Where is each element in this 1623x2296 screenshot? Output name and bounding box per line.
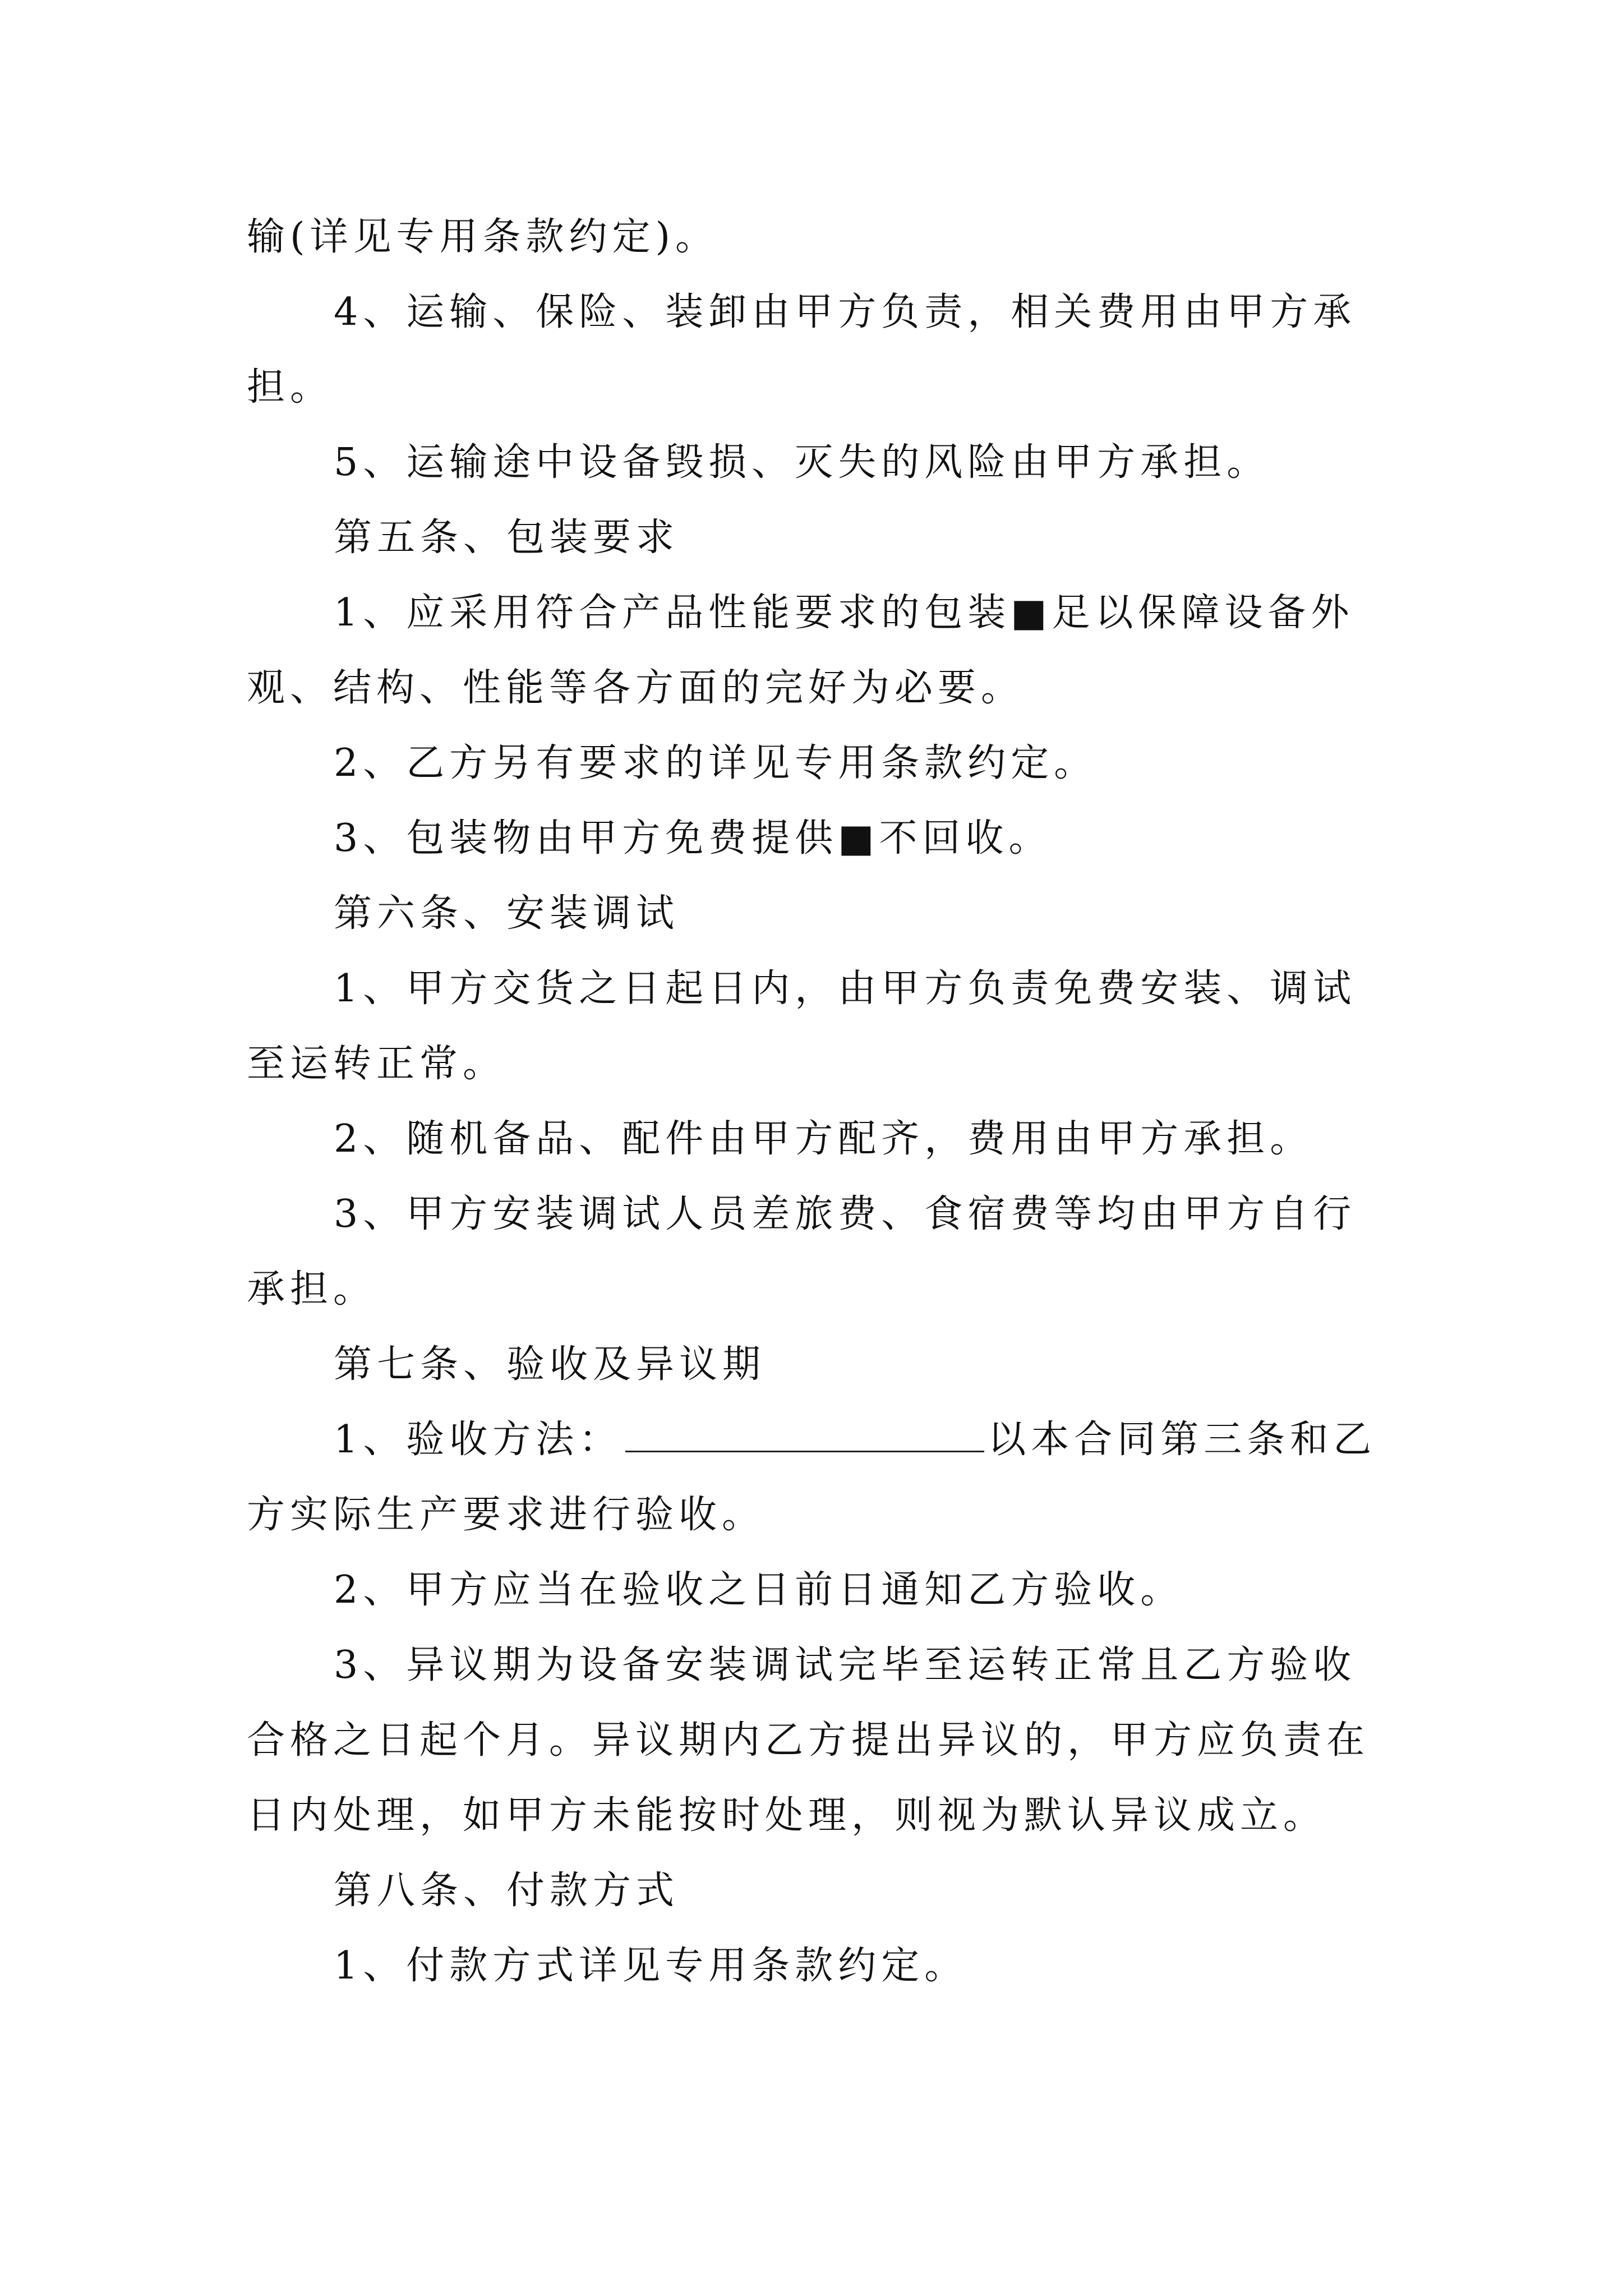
paragraph-installation-timeline: 1、甲方交货之日起日内，由甲方负责免费安装、调试至运转正常。: [247, 967, 1357, 1086]
section-heading-payment: 第八条、付款方式: [334, 1869, 680, 1913]
paragraph-packaging-material: 3、包装物由甲方免费提供■不回收。: [334, 816, 1052, 861]
paragraph-transport-insurance: 4、运输、保险、装卸由甲方负责，相关费用由甲方承担。: [247, 290, 1357, 409]
acceptance-method-basis: 以本合同第三条和乙方实际生产要求进行验收。: [247, 1418, 1377, 1537]
paragraph-acceptance-method: [247, 1402, 1391, 1553]
paragraph-installation-expenses: 3、甲方安装调试人员差旅费、食宿费等均由甲方自行承担。: [247, 1192, 1357, 1312]
acceptance-method-blank-field: [625, 1417, 984, 1452]
paragraph-transport-risk: 5、运输途中设备毁损、灭失的风险由甲方承担。: [334, 440, 1270, 485]
document-body: [247, 200, 1391, 2004]
paragraph-installation-parts: 2、随机备品、配件由甲方配齐，费用由甲方承担。: [334, 1117, 1313, 1161]
paragraph-packaging-special: 2、乙方另有要求的详见专用条款约定。: [334, 741, 1098, 785]
paragraph-payment-method: 1、付款方式详见专用条款约定。: [334, 1944, 968, 1988]
section-heading-installation: 第六条、安装调试: [334, 891, 680, 936]
paragraph-transport-continued: 输(详见专用条款约定)。: [247, 215, 719, 259]
section-heading-packaging: 第五条、包装要求: [334, 516, 680, 560]
section-heading-acceptance: 第七条、验收及异议期: [334, 1342, 766, 1387]
paragraph-acceptance-notice: 2、甲方应当在验收之日前日通知乙方验收。: [334, 1568, 1184, 1612]
paragraph-objection-period: 3、异议期为设备安装调试完毕至运转正常且乙方验收合格之日起个月。异议期内乙方提出异议的，甲方应负责在日内处理，如甲方未能按时处理，则视为默认异议成立。: [247, 1643, 1370, 1838]
acceptance-method-label: 1、验收方法：: [334, 1418, 623, 1462]
paragraph-packaging-requirement: 1、应采用符合产品性能要求的包装■足以保障设备外观、结构、性能等各方面的完好为必要。: [247, 591, 1354, 710]
